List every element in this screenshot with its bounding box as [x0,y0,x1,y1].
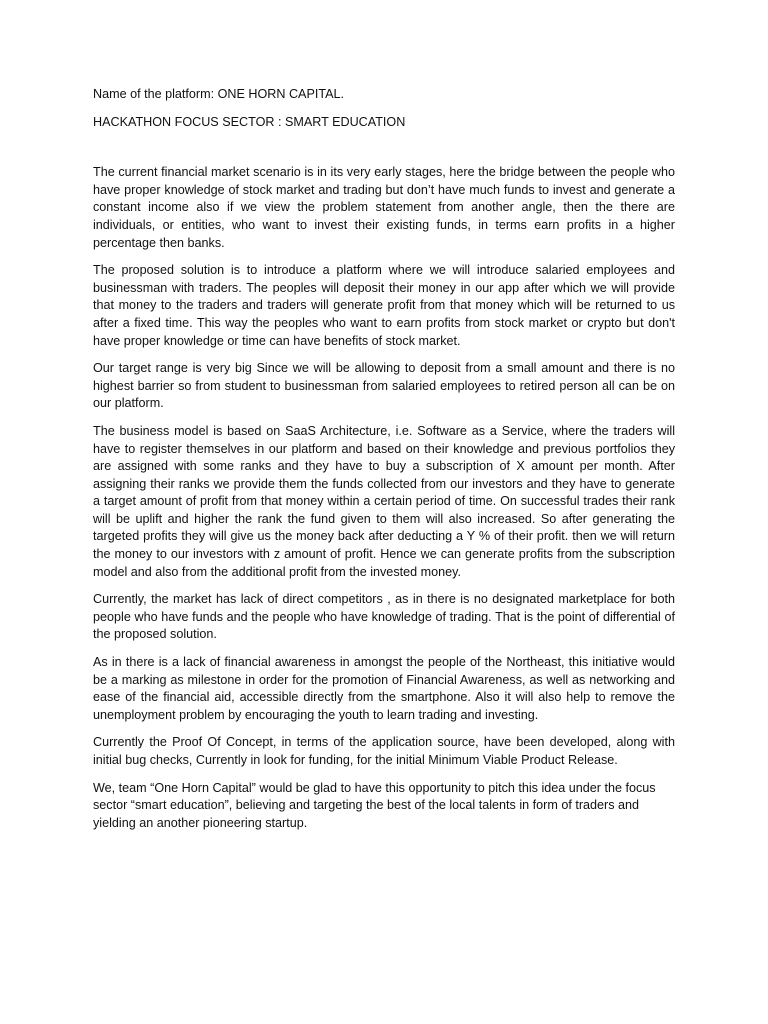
platform-name-line: Name of the platform: ONE HORN CAPITAL. [93,87,345,101]
paragraph-business-model: The business model is based on SaaS Architecture, i.e. Software as a Service, where the traders will have to register themselves in our platform and based on their knowledge and previous portfolios they are assigned with some ranks and they have to buy a subscription of X amount per month. After assigning their ranks we provide them the funds collected from our investors and they have to generate a target amount of profit from that money within a certain period of time. On successful trades their rank will be uplift and higher the rank the fund given to them will also increased. So after generating the targeted profits they will give us the money back after deducting a Y % of their profit. then we will return the money to our investors with z amount of profit. Hence we can generate profits from the subscription model and also from the additional profit from the invested money. [93,423,675,579]
paragraph-target-range: Our target range is very big Since we will be allowing to deposit from a small amount and there is no highest barrier so from student to businessman from salaried employees to retired person all can be on our platform. [93,361,675,411]
paragraph-competitors: Currently, the market has lack of direct competitors , as in there is no designated marketplace for both people who have funds and the people who have knowledge of trading. That is the point of differential of the proposed solution. [93,592,675,642]
focus-sector-line: HACKATHON FOCUS SECTOR : SMART EDUCATION [93,114,406,129]
document-page [93,86,675,842]
paragraph-market-scenario: The current financial market scenario is in its very early stages, here the bridge between the people who have proper knowledge of stock market and trading but don’t have much funds to invest and generate a constant income also if we view the problem statement from another angle, then the there are individuals, or entities, who want to invest their existing funds, in terms earn profits in a higher percentage then banks. [93,165,675,250]
paragraph-team-pitch: We, team “One Horn Capital” would be glad to have this opportunity to pitch this idea under the focus sector “smart education”, believing and targeting the best of the local talents in form of traders and yielding an another pioneering startup. [93,780,656,830]
paragraph-financial-awareness: As in there is a lack of financial awareness in amongst the people of the Northeast, this initiative would be a marking as milestone in order for the promotion of Financial Awareness, as well as networking and ease of the financial aid, accessible directly from the smartphone. Also it will also help to remove the unemployment problem by encouraging the youth to learn trading and investing. [93,655,675,722]
paragraph-proof-of-concept: Currently the Proof Of Concept, in terms of the application source, have been developed, along with initial bug checks, Currently in look for funding, for the initial Minimum Viable Product Release. [93,735,675,767]
paragraph-proposed-solution: The proposed solution is to introduce a platform where we will introduce salaried employees and businessman with traders. The peoples will deposit their money in our app after which we will provide that money to the traders and traders will generate profit from that money which will be returned to us after a fixed time. This way the peoples who want to earn profits from stock market or crypto but don't have proper knowledge or time can have benefits of stock market. [93,263,675,348]
